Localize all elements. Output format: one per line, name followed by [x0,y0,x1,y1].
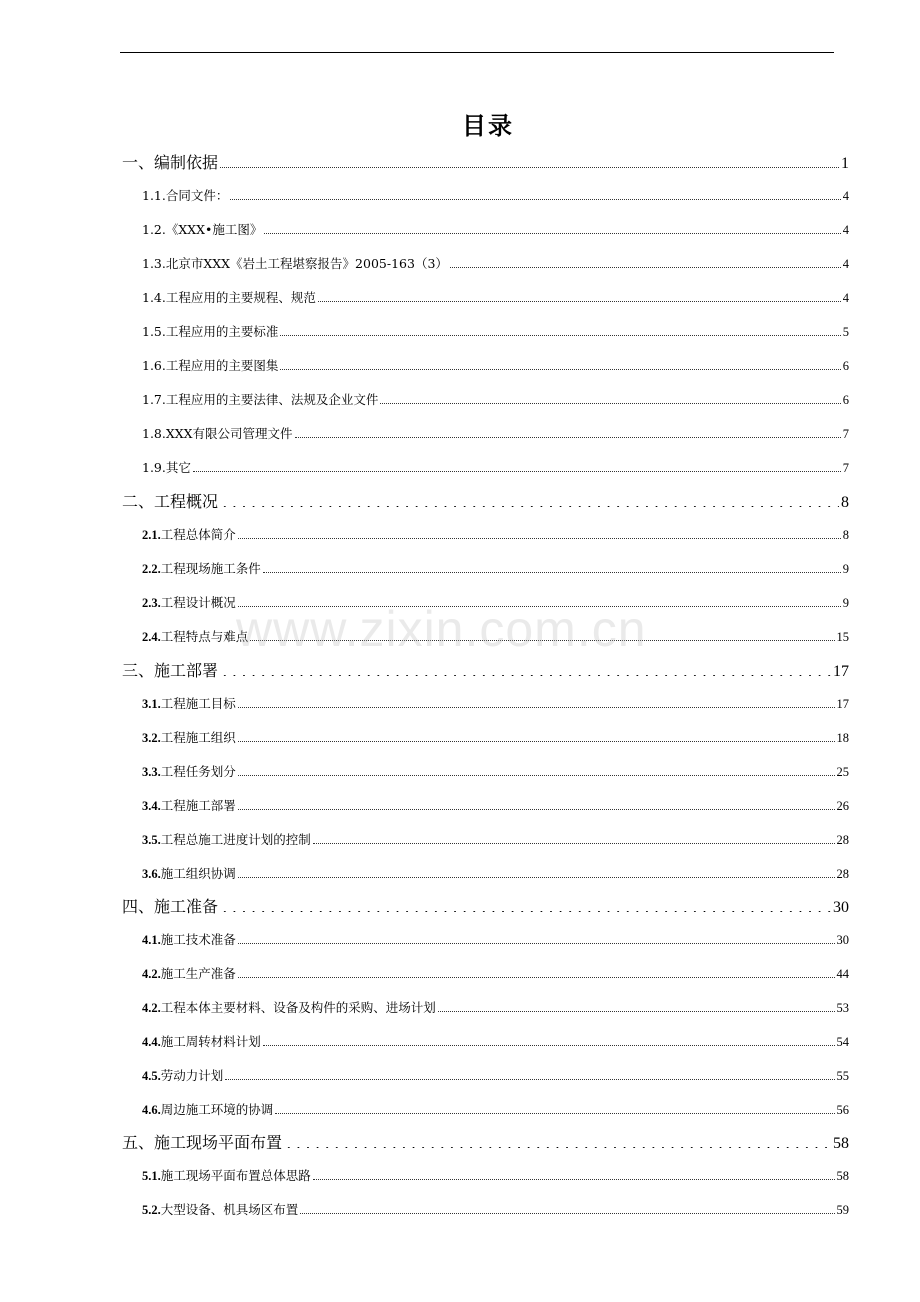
toc-page-number: 7 [842,461,849,475]
dot-leader [280,334,840,336]
toc-entry-number: 4.2. [142,967,161,981]
toc-section-entry[interactable] [142,864,849,882]
toc-entry-number: 1.6. [142,358,166,373]
toc-page-number: 9 [842,596,849,610]
toc-entry-number: 1.7. [142,392,166,407]
toc-entry-number: 1.8. [142,426,166,441]
toc-section-entry[interactable] [142,1166,849,1184]
toc-entry-title: 施工周转材料计划 [160,1034,261,1049]
dot-leader [380,402,840,404]
dot-leader [238,808,835,810]
dot-leader [238,976,835,978]
toc-page-number: 5 [842,325,849,339]
toc-section-entry[interactable] [142,288,849,306]
dot-leader [238,774,835,776]
toc-title: 目录 [462,111,514,140]
toc-section-entry[interactable] [142,322,849,340]
dot-leader [280,368,840,370]
toc-entry-number: 4.4. [142,1035,161,1049]
toc-entry-title: 周边施工环境的协调 [160,1102,274,1117]
toc-page-number: 4 [842,189,849,203]
dot-leader [313,1178,835,1180]
toc-page-number: 30 [836,933,849,947]
dot-leader [318,300,841,302]
toc-page-number: 17 [833,663,849,680]
dot-leader [300,1212,834,1214]
toc-entry-title: 合同文件： [165,188,229,203]
toc-entry-number: 1.9. [142,460,166,475]
toc-entry-number: 5.1. [142,1169,161,1183]
toc-entry-title: 工程施工组织 [160,730,236,745]
toc-section-entry[interactable] [142,964,849,982]
dot-leader [220,506,839,507]
dot-leader [220,911,831,912]
toc-page-number: 28 [836,833,849,847]
dot-leader [250,639,834,641]
dot-leader [450,266,841,268]
toc-entry-title: 工程现场施工条件 [160,561,261,576]
dot-leader [193,470,841,472]
toc-entry-title: XXX有限公司管理文件 [165,426,293,441]
dot-leader [225,1078,834,1080]
toc-entry-number: 3.1. [142,697,161,711]
dot-leader [238,876,835,878]
toc-entry-title: 其它 [165,460,191,475]
dot-leader [438,1010,835,1012]
toc-entry-number: 3.5. [142,833,161,847]
dot-leader [238,740,835,742]
toc-chapter-entry[interactable] [122,489,849,511]
dot-leader [238,605,841,607]
dot-leader [275,1112,834,1114]
toc-section-entry[interactable] [142,254,849,272]
toc-entry-title: 工程施工部署 [160,798,236,813]
toc-section-entry[interactable] [142,186,849,204]
toc-section-entry[interactable] [142,220,849,238]
toc-entry-title: 工程任务划分 [160,764,236,779]
toc-section-entry[interactable] [142,627,849,645]
toc-section-entry[interactable] [142,525,849,543]
toc-entry-number: 3.3. [142,765,161,779]
toc-entry-number: 2.1. [142,528,161,542]
toc-entry-number: 1.5. [142,324,166,339]
toc-page-number: 6 [842,359,849,373]
toc-entry-number: 2.4. [142,630,161,644]
watermark: www.zixin.com.cn [236,601,647,657]
toc-chapter-entry[interactable] [122,658,849,680]
dot-leader [263,571,841,573]
toc-page-number: 58 [836,1169,849,1183]
toc-page-number: 7 [842,427,849,441]
toc-page-number: 1 [841,155,849,172]
toc-entry-title: 工程应用的主要规程、规范 [165,290,316,305]
dot-leader [295,436,841,438]
toc-entry-number: 2.3. [142,596,161,610]
toc-entry-title: 工程总体简介 [160,527,236,542]
toc-entry-number: 3.2. [142,731,161,745]
toc-entry-number: 4.2. [142,1001,161,1015]
toc-section-entry[interactable] [142,796,849,814]
dot-leader [220,166,839,168]
toc-page-number: 28 [836,867,849,881]
toc-entry-number: 2.2. [142,562,161,576]
toc-entry-title: 工程应用的主要标准 [165,324,279,339]
toc-entry-number: 5.2. [142,1203,161,1217]
toc-section-entry[interactable] [142,1200,849,1218]
toc-section-entry[interactable] [142,830,849,848]
toc-page-number: 4 [842,257,849,271]
toc-page-number: 58 [833,1135,849,1152]
toc-entry-title: 施工组织协调 [160,866,236,881]
toc-page-number: 18 [836,731,849,745]
toc-entry-title: 施工现场平面布置总体思路 [160,1168,311,1183]
toc-entry-title: 工程本体主要材料、设备及构件的采购、进场计划 [160,1000,436,1015]
dot-leader [220,675,831,676]
toc-section-entry[interactable] [142,593,849,611]
toc-section-entry[interactable] [142,1100,849,1118]
toc-page-number: 30 [833,899,849,916]
toc-entry-title: 施工生产准备 [160,966,236,981]
toc-section-entry[interactable] [142,694,849,712]
toc-section-entry[interactable] [142,356,849,374]
toc-page-number: 4 [842,291,849,305]
toc-entry-title: 三、施工部署 [122,661,219,680]
toc-page-number: 6 [842,393,849,407]
toc-entry-number: 1.2. [142,222,166,237]
dot-leader [264,232,840,234]
toc-page-number: 44 [836,967,849,981]
toc-chapter-entry[interactable] [122,150,849,172]
toc-page-number: 56 [836,1103,849,1117]
toc-page-number: 59 [836,1203,849,1217]
dot-leader [230,198,840,200]
toc-entry-number: 1.4. [142,290,166,305]
toc-page-number: 55 [836,1069,849,1083]
toc-entry-title: 北京市XXX《岩土工程堪察报告》2005-163（3） [165,256,448,271]
toc-entry-title: 《XXX•施工图》 [165,222,263,237]
toc-page-number: 4 [842,223,849,237]
toc-page-number: 15 [836,630,849,644]
toc-section-entry[interactable] [142,728,849,746]
toc-entry-title: 大型设备、机具场区布置 [160,1202,299,1217]
toc-entry-number: 4.1. [142,933,161,947]
toc-entry-title: 工程总施工进度计划的控制 [160,832,311,847]
toc-section-entry[interactable] [142,930,849,948]
toc-section-entry[interactable] [142,559,849,577]
toc-page-number: 53 [836,1001,849,1015]
toc-section-entry[interactable] [142,762,849,780]
toc-section-entry[interactable] [142,1066,849,1084]
toc-entry-title: 二、工程概况 [122,492,219,511]
toc-entry-title: 工程特点与难点 [160,629,249,644]
dot-leader [238,706,835,708]
toc-entry-title: 五、施工现场平面布置 [122,1133,283,1152]
toc-entry-title: 工程设计概况 [160,595,236,610]
dot-leader [263,1044,835,1046]
toc-entry-title: 施工技术准备 [160,932,236,947]
toc-section-entry[interactable] [142,998,849,1016]
toc-page-number: 9 [842,562,849,576]
toc-entry-number: 1.3. [142,256,166,271]
toc-entry-title: 工程施工目标 [160,696,236,711]
dot-leader [238,537,841,539]
toc-entry-number: 1.1. [142,188,166,203]
toc-section-entry[interactable] [142,1032,849,1050]
toc-entry-number: 3.6. [142,867,161,881]
toc-chapter-entry[interactable] [122,1130,849,1152]
toc-section-entry[interactable] [142,424,849,442]
toc-entry-title: 工程应用的主要图集 [165,358,279,373]
toc-page-number: 26 [836,799,849,813]
toc-entry-number: 3.4. [142,799,161,813]
toc-entry-title: 四、施工准备 [122,897,219,916]
toc-page-number: 25 [836,765,849,779]
toc-page-number: 8 [841,494,849,511]
toc-page-number: 17 [836,697,849,711]
toc-section-entry[interactable] [142,458,849,476]
toc-entry-number: 4.5. [142,1069,161,1083]
toc-entry-number: 4.6. [142,1103,161,1117]
toc-page-number: 54 [836,1035,849,1049]
dot-leader [284,1147,831,1148]
toc-page-number: 8 [842,528,849,542]
toc-entry-title: 劳动力计划 [160,1068,224,1083]
toc-entry-title: 工程应用的主要法律、法规及企业文件 [165,392,379,407]
toc-section-entry[interactable] [142,390,849,408]
dot-leader [238,942,835,944]
toc-chapter-entry[interactable] [122,894,849,916]
toc-entry-title: 一、编制依据 [122,153,219,172]
dot-leader [313,842,835,844]
